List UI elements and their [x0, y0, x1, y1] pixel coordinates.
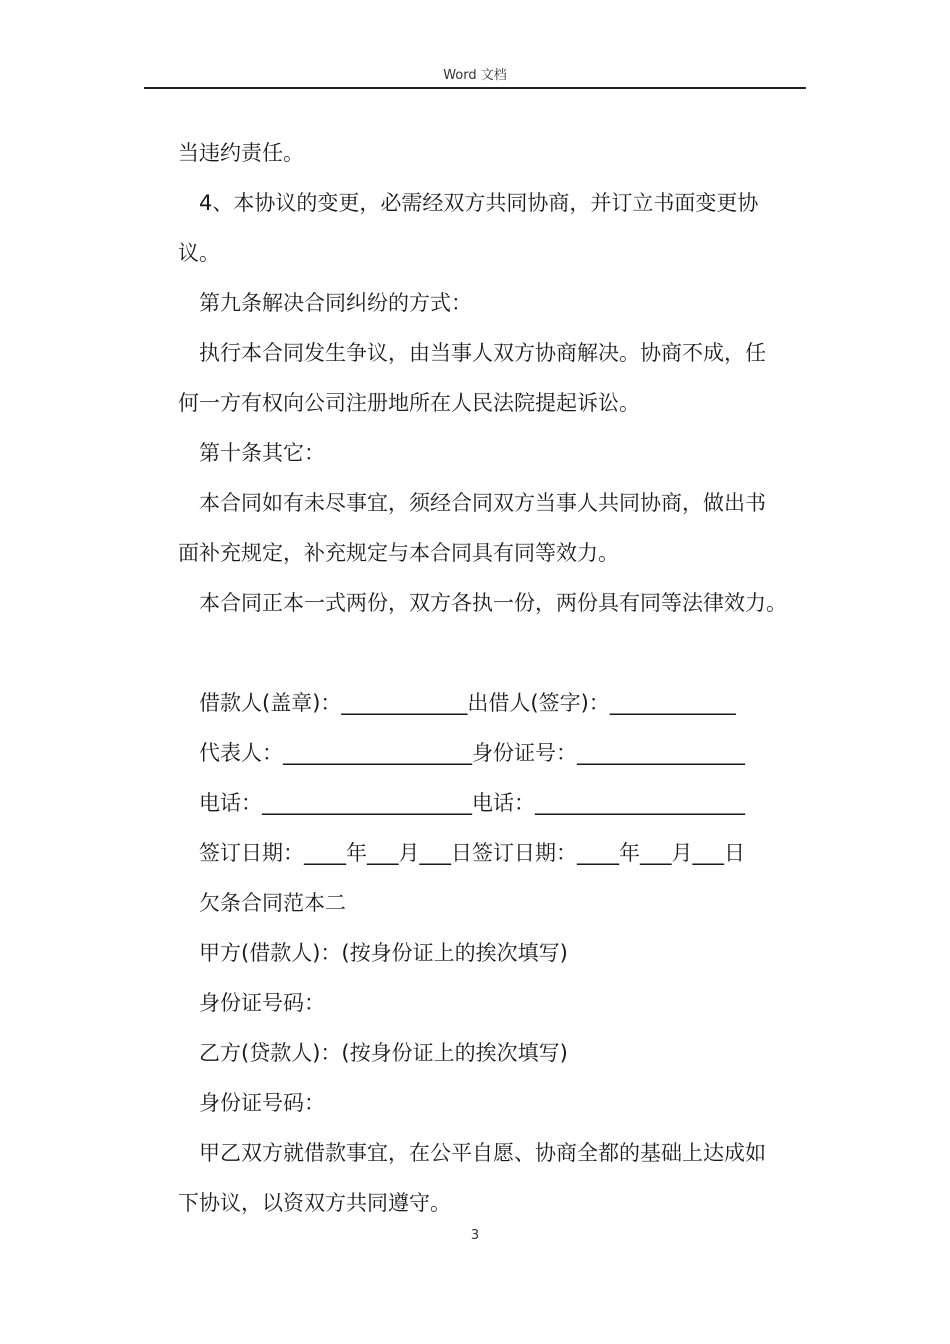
paragraph-line: 本合同正本一式两份，双方各执一份，两份具有同等法律效力。	[199, 591, 787, 615]
signature-line-borrower: 借款人(盖章)：____________出借人(签字)：____________	[199, 691, 736, 715]
party-a-id-line: 身份证号码：	[199, 991, 325, 1015]
page-number: 3	[470, 1228, 480, 1243]
party-b-id-line: 身份证号码：	[199, 1091, 325, 1115]
paragraph-line: 4、本协议的变更，必需经双方共同协商，并订立书面变更协	[199, 191, 759, 215]
paragraph-line: 下协议，以资双方共同遵守。	[178, 1191, 451, 1215]
paragraph-line: 当违约责任。	[178, 141, 304, 165]
paragraph-line: 执行本合同发生争议，由当事人双方协商解决。协商不成，任	[199, 341, 766, 365]
party-b-line: 乙方(贷款人)：(按身份证上的挨次填写)	[199, 1041, 568, 1065]
document-body	[178, 128, 818, 1228]
header-divider	[144, 87, 806, 89]
section-heading: 第九条解决合同纠纷的方式：	[199, 291, 472, 315]
blank-line	[178, 628, 818, 678]
paragraph-line: 甲乙双方就借款事宜，在公平自愿、协商全都的基础上达成如	[199, 1141, 766, 1165]
signature-line-representative: 代表人：__________________身份证号：________________	[199, 741, 745, 765]
signature-line-date: 签订日期：____年___月___日签订日期：____年___月___日	[199, 841, 745, 865]
party-a-line: 甲方(借款人)：(按身份证上的挨次填写)	[199, 941, 568, 965]
page-header: Word 文档	[443, 68, 507, 83]
paragraph-line: 本合同如有未尽事宜，须经合同双方当事人共同协商，做出书	[199, 491, 766, 515]
paragraph-line: 议。	[178, 241, 220, 265]
paragraph-line: 面补充规定，补充规定与本合同具有同等效力。	[178, 541, 619, 565]
section-heading: 第十条其它：	[199, 441, 325, 465]
section-title: 欠条合同范本二	[199, 891, 346, 915]
paragraph-line: 何一方有权向公司注册地所在人民法院提起诉讼。	[178, 391, 640, 415]
signature-line-phone: 电话：____________________电话：____________________	[199, 791, 745, 815]
